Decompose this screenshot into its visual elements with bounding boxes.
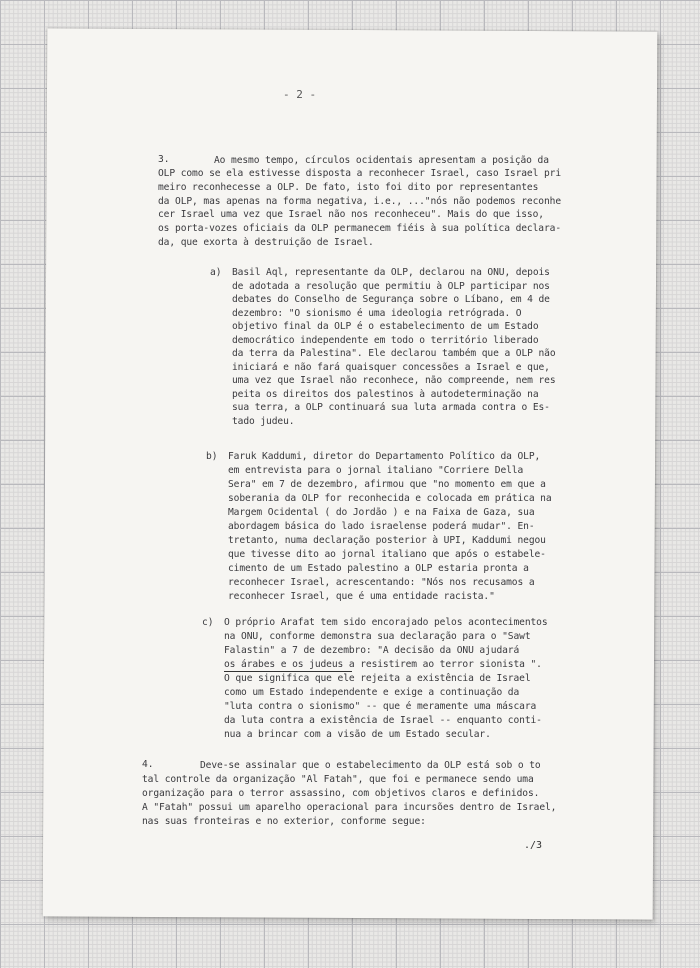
text-line: Falastin" a 7 de dezembro: "A decisão da ONU ajudará	[224, 645, 520, 656]
text-line: como um Estado independente e exige a continuação da	[224, 687, 520, 698]
text-line: A "Fatah" possui um aparelho operacional para incursões dentro de Israel,	[142, 802, 557, 813]
text-line: democrático independente em todo o território liberado	[232, 335, 539, 346]
text-line: nua a brincar com a visão de um Estado secular.	[224, 729, 491, 740]
text-line: da terra da Palestina". Ele declarou também que a OLP não	[232, 348, 556, 359]
text-line: Margem Ocidental ( do Jordão ) e na Faixa de Gaza, sua	[228, 507, 535, 518]
text-line: da luta contra a existência de Israel -- enquanto conti-	[224, 715, 542, 726]
text-line: reconhecer Israel, acrescentando: "Nós nos recusamos a	[228, 577, 535, 588]
text-line: sua terra, a OLP continuará sua luta armada contra o Es-	[232, 402, 550, 413]
text-line: os porta-vozes oficiais da OLP permanecem fiéis à sua política declara-	[158, 223, 561, 234]
text-line: tal controle da organização "Al Fatah", que foi e permanece sendo uma	[142, 774, 534, 785]
text-line: reconhecer Israel, que é uma entidade racista."	[228, 591, 495, 602]
text-line: em entrevista para o jornal italiano "Corriere Della	[228, 465, 524, 476]
text-line: iniciará e não fará quaisquer concessões a Israel e que,	[232, 362, 550, 373]
text-line: nas suas fronteiras e no exterior, conforme segue:	[142, 816, 426, 827]
text-line: objetivo final da OLP é o estabelecimento de um Estado	[232, 321, 539, 332]
text-line: Deve-se assinalar que o estabelecimento da OLP está sob o to	[200, 760, 541, 771]
text-line: os árabes e os judeus a resistirem ao terror sionista ".	[224, 659, 542, 670]
text-line: OLP como se ela estivesse disposta a reconhecer Israel, caso Israel pri	[158, 168, 561, 179]
text-line: soberania da OLP for reconhecida e colocada em prática na	[228, 493, 552, 504]
text-line: cer Israel uma vez que Israel não nos reconheceu". Mais do que isso,	[158, 209, 544, 220]
text-line: meiro reconhecesse a OLP. De fato, isto foi dito por representantes	[158, 182, 539, 193]
text-line: peita os direitos dos palestinos à autodeterminação na	[232, 389, 539, 400]
text-line: Sera" em 7 de dezembro, afirmou que "no momento em que a	[228, 479, 546, 490]
paragraph-3-number: 3.	[158, 154, 170, 165]
text-line: na ONU, conforme demonstra sua declaração para o "Sawt	[224, 631, 531, 642]
text-line: Ao mesmo tempo, círculos ocidentais apresentam a posição da	[214, 155, 549, 166]
text-line: cimento de um Estado palestino a OLP estaria pronta a	[228, 563, 529, 574]
text-line: tado judeu.	[232, 416, 295, 427]
text-line: Basil Aql, representante da OLP, declarou na ONU, depois	[232, 267, 550, 278]
text-line: que tivesse dito ao jornal italiano que após o estabele-	[228, 549, 546, 560]
item-c-label: c)	[202, 617, 214, 628]
text-line: O próprio Arafat tem sido encorajado pelos acontecimentos	[224, 617, 548, 628]
text-line: de adotada a resolução que permitiu à OLP participar nos	[232, 281, 550, 292]
text-line: tretanto, numa declaração posterior à UPI, Kaddumi negou	[228, 535, 546, 546]
text-line: abordagem básica do lado israelense poderá mudar". En-	[228, 521, 535, 532]
text-line: da OLP, mas apenas na forma negativa, i.e., ..."nós não podemos reconhe	[158, 196, 561, 207]
text-line: debates do Conselho de Segurança sobre o Líbano, em 4 de	[232, 294, 550, 305]
item-a-label: a)	[210, 267, 222, 278]
text-line: uma vez que Israel não reconhece, não compreende, nem res	[232, 375, 556, 386]
paragraph-4-number: 4.	[142, 759, 154, 770]
text-line: da, que exorta à destruição de Israel.	[158, 237, 374, 248]
text-line: "luta contra o sionismo" -- que é meramente uma máscara	[224, 701, 537, 712]
text-line: Faruk Kaddumi, diretor do Departamento Político da OLP,	[228, 451, 541, 462]
text-line: organização para o terror assassino, com objetivos claros e definidos.	[142, 788, 540, 799]
continuation-marker: ./3	[524, 840, 543, 851]
text-line: dezembro: "O sionismo é uma ideologia retrógrada. O	[232, 308, 522, 319]
handwritten-underline	[224, 671, 352, 672]
page-number: - 2 -	[283, 88, 317, 101]
item-b-label: b)	[206, 451, 218, 462]
text-line: O que significa que ele rejeita a existência de Israel	[224, 673, 531, 684]
